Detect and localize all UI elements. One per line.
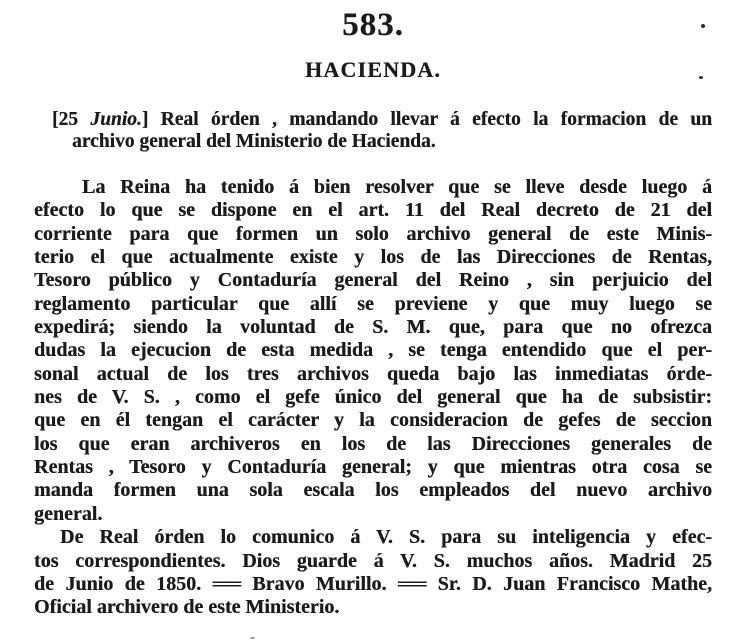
body-line: general. [34, 502, 103, 525]
body-line: Tesoro público y Contaduría general del Reino , sin perjuicio del [34, 269, 712, 292]
body-line: expedirá; siendo la voluntad de S. M. que, para que no ofrezca [34, 316, 712, 339]
summary-date-bracket: [25 [52, 109, 91, 130]
body-line: efecto lo que se dispone en el art. 11 del Real decreto de 21 del [34, 199, 712, 222]
ink-speck [699, 76, 703, 79]
body-line: de Junio de 1850. ══ Bravo Murillo. ══ Sr. D. Juan Francisco Mathe, [34, 572, 712, 595]
body-line: los que eran archiveros en los de las Direcciones generales de [34, 432, 712, 455]
body-line: manda formen una sola escala los empleados del nuevo archivo [34, 479, 712, 502]
summary-line [34, 109, 712, 131]
entry-number: 583. [342, 7, 404, 43]
body-line: reglamento particular que allí se previene y que muy luego se [34, 292, 712, 315]
summary-date: Junio. [90, 109, 142, 130]
body-line: que en él tengan el carácter y la consideracion de gefes de seccion [34, 409, 712, 432]
body-line: nes de V. S. , como el gefe único del general que ha de subsistir: [34, 386, 712, 409]
body-line: tos correspondientes. Dios guarde á V. S. muchos años. Madrid 25 [34, 549, 712, 572]
body-line: sonal actual de los tres archivos queda bajo las inmediatas órde- [34, 362, 712, 385]
body-line: Rentas , Tesoro y Contaduría general; y que mientras otra cosa se [34, 456, 712, 479]
entry-summary [34, 109, 712, 153]
ink-speck [701, 24, 705, 28]
body-line: terio el que actualmente existe y los de las Direcciones de Rentas, [34, 246, 712, 269]
body-line: dudas la ejecucion de esta medida , se tenga entendido que el per- [34, 339, 712, 362]
body-line: De Real órden lo comunico á V. S. para su inteligencia y efec- [60, 526, 712, 549]
summary-text: ] Real órden , mandando llevar á efecto la formacion de un [141, 109, 712, 130]
body-line: Oficial archivero de este Ministerio. [34, 596, 340, 619]
body-line: La Reina ha tenido á bien resolver que se lleve desde luego á [82, 176, 712, 198]
ink-speck [250, 637, 255, 639]
section-title: HACIENDA. [304, 57, 442, 82]
summary-line: archivo general del Ministerio de Hacienda. [72, 131, 436, 152]
decree-body [34, 176, 712, 620]
body-line: corriente para que formen un solo archivo general de este Minis- [34, 222, 712, 245]
